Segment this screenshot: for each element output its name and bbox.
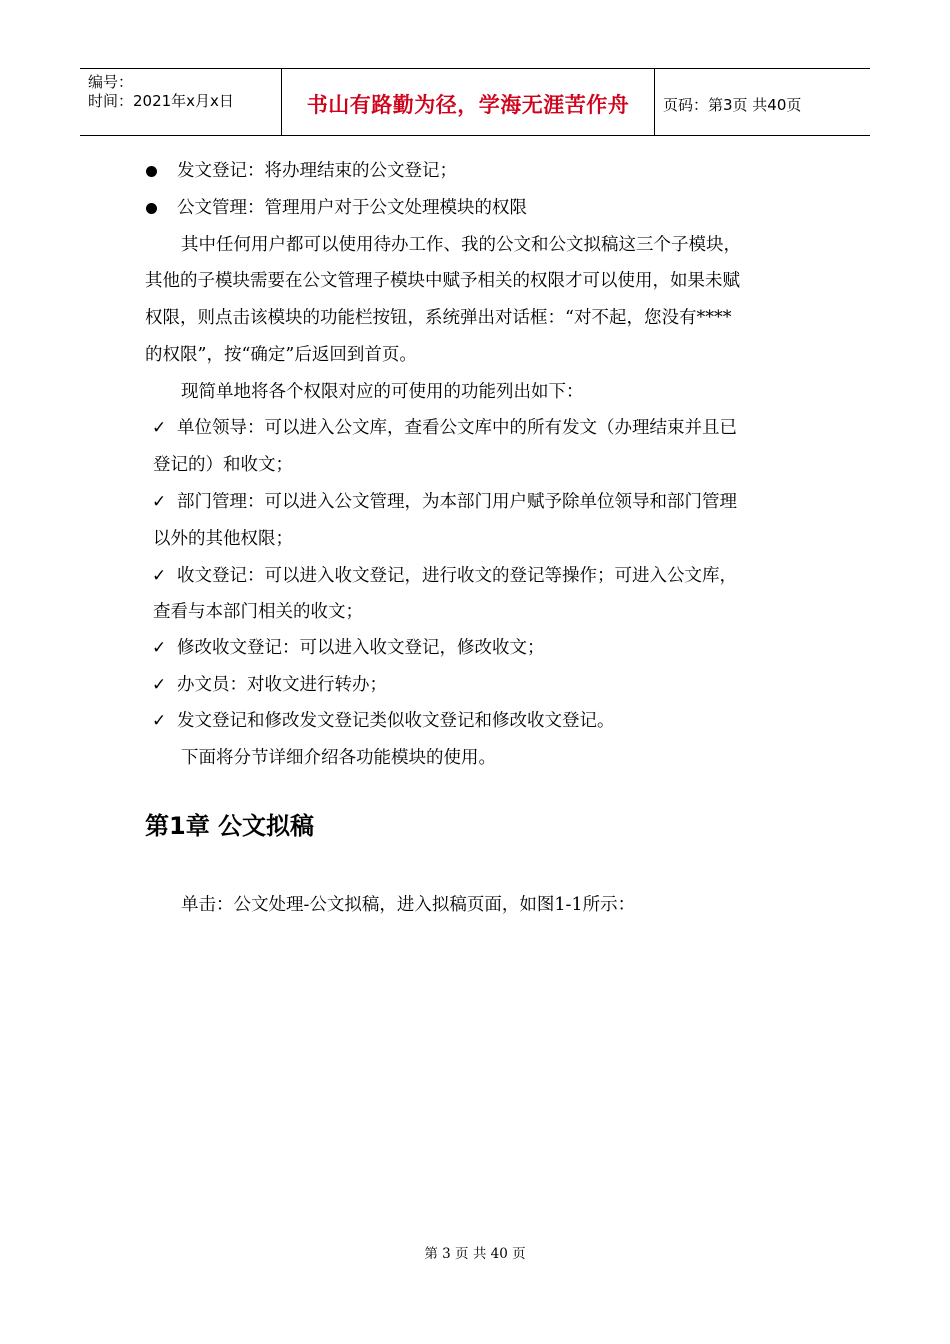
bullet-icon xyxy=(146,203,157,214)
checkmark-icon: ✓ xyxy=(152,566,167,586)
paragraph-line: 权限，则点击该模块的功能栏按钮，系统弹出对话框：“对不起，您没有**** xyxy=(145,308,732,328)
paragraph-line: 其他的子模块需要在公文管理子模块中赋予相关的权限才可以使用，如果未赋 xyxy=(145,271,740,291)
check-item-line: 单位领导：可以进入公文库，查看公文库中的所有发文（办理结束并且已 xyxy=(177,418,737,438)
check-item-line: 部门管理：可以进入公文管理，为本部门用户赋予除单位领导和部门管理 xyxy=(177,492,737,512)
check-item-line: 查看与本部门相关的收文； xyxy=(153,602,363,622)
checkmark-icon: ✓ xyxy=(152,492,167,512)
paragraph-line: 单击：公文处理-公文拟稿，进入拟稿页面，如图1-1所示： xyxy=(181,895,636,915)
checkmark-icon: ✓ xyxy=(152,638,167,658)
header-motto-cell xyxy=(282,69,655,135)
bullet-icon xyxy=(146,166,157,177)
header-page-cell xyxy=(655,69,870,135)
paragraph-line: 现简单地将各个权限对应的可使用的功能列出如下： xyxy=(181,382,584,402)
check-item-line: 修改收文登记：可以进入收文登记，修改收文； xyxy=(177,638,545,658)
checkmark-icon: ✓ xyxy=(152,675,167,695)
document-time-label: 时间：2021年x月x日 xyxy=(88,92,234,110)
chapter-heading: 第1章 公文拟稿 xyxy=(145,812,315,840)
checkmark-icon: ✓ xyxy=(152,711,167,731)
page-header xyxy=(80,68,870,136)
header-motto: 书山有路勤为径，学海无涯苦作舟 xyxy=(306,93,630,117)
header-info-cell xyxy=(80,69,282,135)
page-footer: 第 3 页 共 40 页 xyxy=(424,1246,526,1262)
checkmark-icon: ✓ xyxy=(152,418,167,438)
paragraph-line: 的权限”，按“确定”后返回到首页。 xyxy=(145,345,417,365)
paragraph-line: 其中任何用户都可以使用待办工作、我的公文和公文拟稿这三个子模块， xyxy=(181,235,741,255)
check-item-line: 办文员：对收文进行转办； xyxy=(177,675,387,695)
header-page-label: 页码：第3页 共40页 xyxy=(663,95,802,114)
check-item-line: 发文登记和修改发文登记类似收文登记和修改收文登记。 xyxy=(177,711,615,731)
bullet-item: 公文管理：管理用户对于公文处理模块的权限 xyxy=(177,198,527,218)
check-item-line: 以外的其他权限； xyxy=(153,529,293,549)
bullet-item: 发文登记：将办理结束的公文登记； xyxy=(177,161,457,181)
document-number-label: 编号： xyxy=(88,73,134,91)
check-item-line: 收文登记：可以进入收文登记，进行收文的登记等操作；可进入公文库， xyxy=(177,566,737,586)
paragraph-line: 下面将分节详细介绍各功能模块的使用。 xyxy=(181,748,496,768)
check-item-line: 登记的）和收文； xyxy=(153,455,293,475)
